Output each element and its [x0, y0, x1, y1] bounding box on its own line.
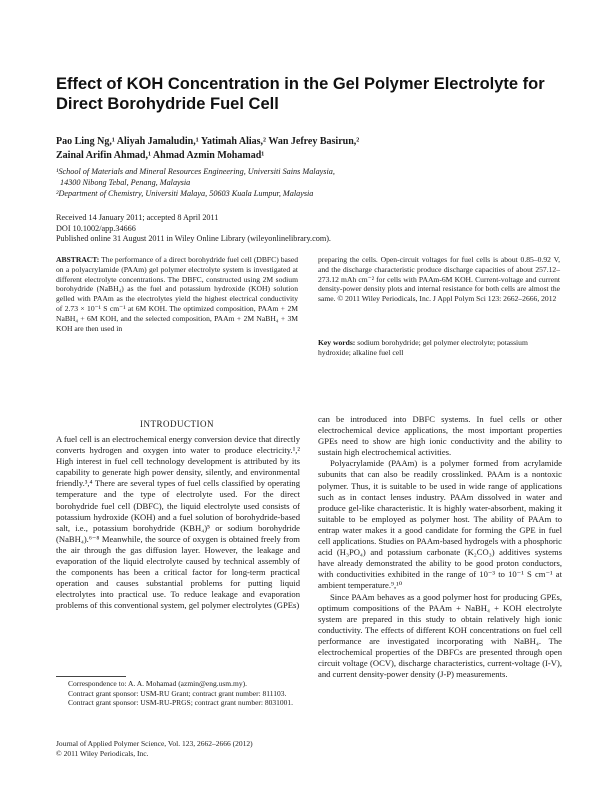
keywords-label: Key words: — [318, 338, 356, 347]
received-date: Received 14 January 2011; accepted 8 April 2011 — [56, 213, 219, 222]
article-title: Effect of KOH Concentration in the Gel Polymer Electrolyte for Direct Borohydride Fuel Cell — [56, 75, 545, 113]
footnote-grant-1: Contract grant sponsor: USM-RU Grant; contract grant number: 811103. — [68, 688, 287, 698]
authors-line-2: Zainal Arifin Ahmad,¹ Ahmad Azmin Mohamad¹ — [56, 149, 265, 161]
affiliation-1b: 14300 Nibong Tebal, Penang, Malaysia — [60, 178, 191, 187]
paragraph: Since PAAm behaves as a good polymer host for producing GPEs, optimum compositions of the PAAm + NaBH₄ + KOH electrolyte system are prepared in this study to obtain relatively high ionic conductivity. The effects of different KOH concentrations on fuel cell performance are investigated incorporating with NaBH₄. The electrochemical properties of the DBFCs are presented through open circuit voltage (OCV), discharge characteristics, current-voltage (I-V), and current density-power density (J-P) measurements. — [318, 591, 562, 680]
footnotes — [56, 679, 300, 708]
footnote-grant-2: Contract grant sponsor: USM-RU-PRGS; contract grant number: 8031001. — [68, 698, 293, 708]
footnote-rule — [56, 676, 126, 677]
abstract-text-right: preparing the cells. Open-circuit voltages for fuel cells is about 0.85–0.92 V, and the discharge characteristic produce discharge capacities of about 257.12–273.12 mAh cm⁻² for cells with PAAm-6M KOH. Current-voltage and current density-power density plots and internal resistance for both cells are almost the same. © 2011 Wiley Periodicals, Inc. J Appl Polym Sci 123: 2662–2666, 2012 — [318, 255, 560, 304]
copyright: © 2011 Wiley Periodicals, Inc. — [56, 748, 149, 758]
abstract-left — [56, 255, 298, 333]
footnote-correspondence: Correspondence to: A. A. Mohamad (azmin@eng.usm.my). — [68, 679, 247, 688]
authors-line-1: Pao Ling Ng,¹ Aliyah Jamaludin,¹ Yatimah Alias,² Wan Jefrey Basirun,² — [56, 136, 360, 147]
affiliation-1: ¹School of Materials and Mineral Resources Engineering, Universiti Sains Malaysia, — [56, 167, 335, 176]
author-list — [56, 135, 576, 162]
section-heading-introduction: INTRODUCTION — [140, 419, 214, 429]
affiliations — [56, 166, 576, 199]
abstract-text-left: The performance of a direct borohydride fuel cell (DBFC) based on a polyacrylamide (PAAm) gel polymer electrolyte system is investigated at different electrolyte concentrations. The DBFC, constructed using 2M sodium borohydride (NaBH₄) as the fuel and potassium hydroxide (KOH) solution gelled with PAAm as the electrolytes yield the highest electrical conductivity of 2.73 × 10⁻¹ S cm⁻¹ at 6M KOH. The optimized composition, PAAm + 2M NaBH₄ + 6M KOH, and the selected composition, PAAm + 2M NaBH₄ + 3M KOH are then used in — [56, 255, 298, 333]
keywords-block — [318, 338, 560, 358]
journal-info — [56, 739, 300, 758]
body-column-left — [56, 434, 300, 612]
journal-citation: Journal of Applied Polymer Science, Vol. 123, 2662–2666 (2012) — [56, 739, 253, 748]
body-column-right — [318, 414, 562, 680]
published-online: Published online 31 August 2011 in Wiley Online Library (wileyonlinelibrary.com). — [56, 234, 331, 243]
keywords-text: sodium borohydride; gel polymer electrolyte; potassium hydroxide; alkaline fuel cell — [318, 338, 528, 357]
paragraph: Polyacrylamide (PAAm) is a polymer formed from acrylamide subunits that can also be readily crosslinked. PAAm is a nontoxic polymer. Thus, it is suitable to be used in wide range of applications such as in contact lenses industry. PAAm dissolved in water and produce gel-like characteristic. It is highly water-absorbent, making it suitable to be employed as polymer host. The ability of PAAm to entrap water makes it a good candidate for forming the GPE in fuel cell applications. Studies on PAAm-based hydrogels with a phosphoric acid (H₃PO₄) and potassium carbonate (K₂CO₃) additives systems have already demonstrated the ability to be good proton conductors, with conductivities exhibited in the range of 10⁻³ to 10⁻¹ S cm⁻¹ at ambient temperature.⁹,¹⁰ — [318, 458, 562, 591]
paragraph: A fuel cell is an electrochemical energy conversion device that directly converts hydrogen and oxygen into water to produce electricity.¹,² High interest in fuel cell technology development is attributed by its capability to generate high power density, silently, and environmental friendly.³,⁴ There are several types of fuel cells classified by operating temperature and the type of electrolyte used. For the direct borohydride fuel cell (DBFC), the liquid electrolyte used consists of potassium hydroxide (KOH) and a fuel solution of borohydride-based salt, i.e., potassium borohydride (KBH₄)⁵ or sodium borohydride (NaBH₄).⁶⁻⁸ Meanwhile, the source of oxygen is obtained freely from the air through the gas diffusion layer. However, the leakage and evaporation of the liquid electrolyte caused by technical assembly of the components has been a critical factor for long-term practical operation and causes substantial problems for putting liquid electrolytes into practical use. To reduce leakage and evaporation problems of this conventional system, gel polymer electrolytes (GPEs) — [56, 434, 300, 611]
abstract-label: ABSTRACT: — [56, 255, 100, 264]
paragraph: can be introduced into DBFC systems. In fuel cells or other electrochemical device applications, the most important properties GPEs need to show are high ionic conductivity and the ability to sustain high electrochemical activities. — [318, 414, 562, 458]
doi: DOI 10.1002/app.34666 — [56, 223, 136, 233]
abstract-right — [318, 255, 560, 304]
affiliation-2: ²Department of Chemistry, Universiti Malaya, 50603 Kuala Lumpur, Malaysia — [56, 189, 314, 198]
publication-history — [56, 213, 576, 245]
